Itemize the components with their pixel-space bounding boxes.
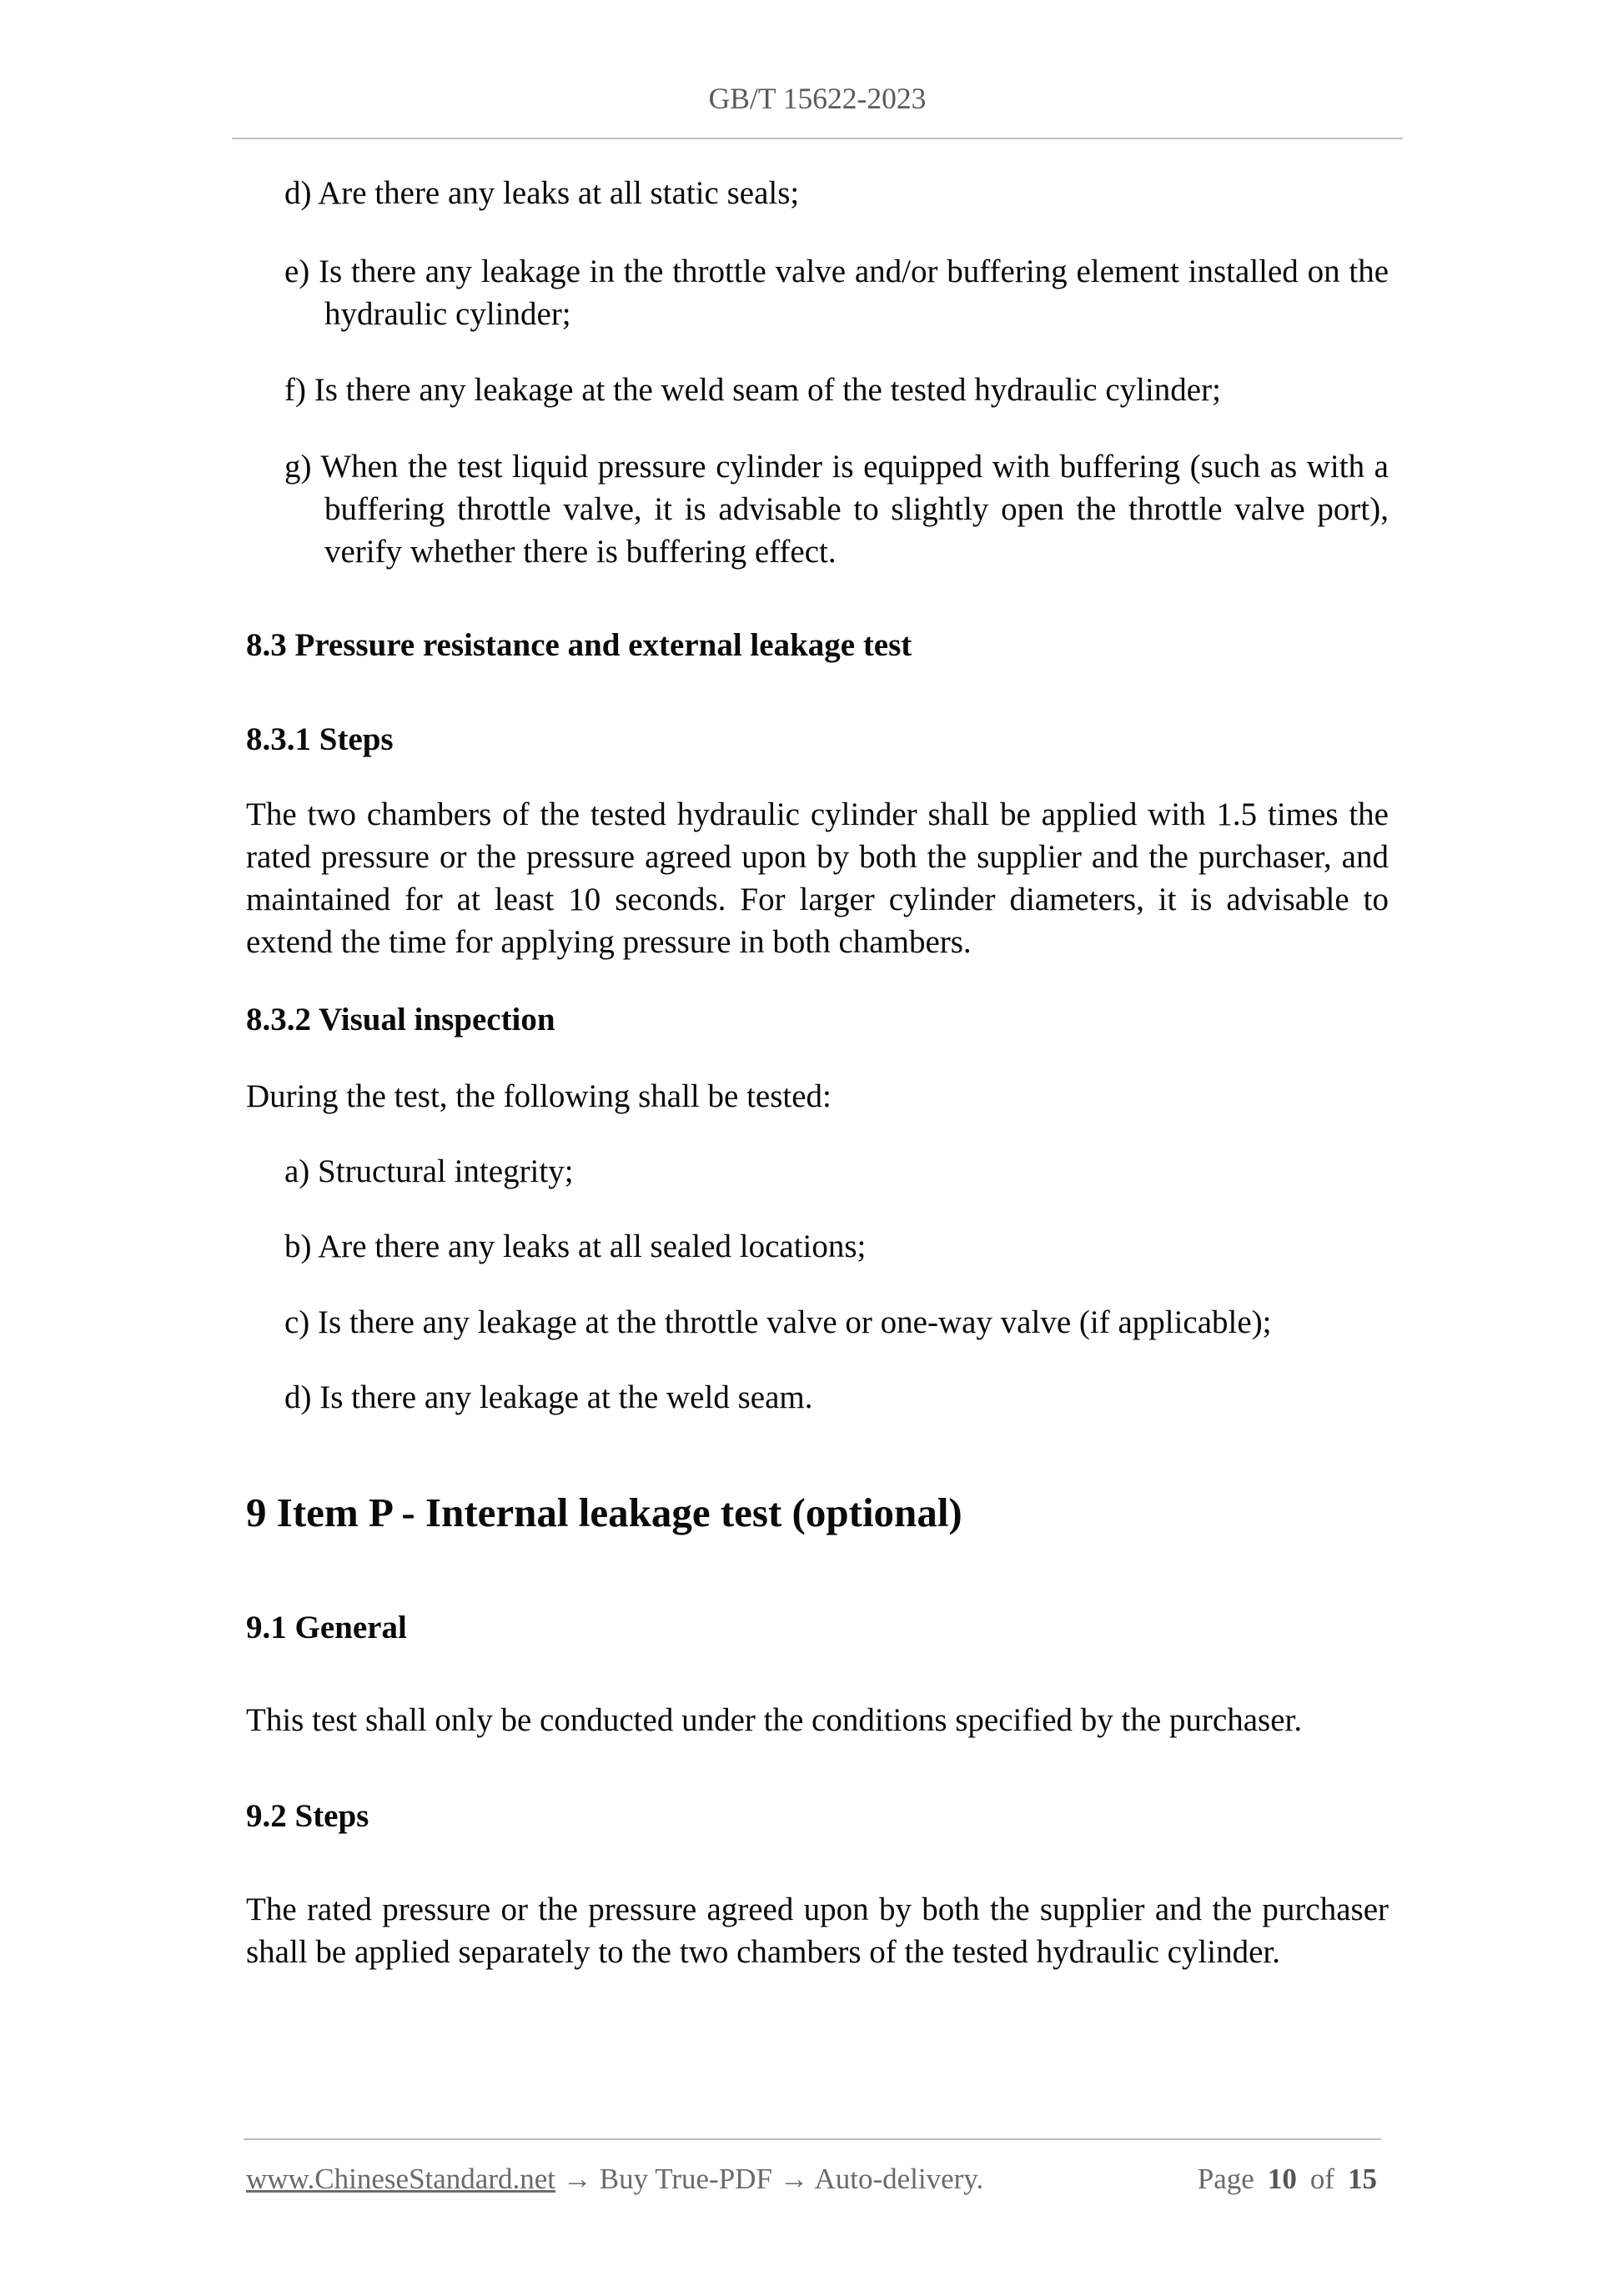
paragraph-line: The two chambers of the tested hydraulic cylinder shall be applied with 1.5 times the [246, 796, 1389, 832]
list-item: d) Is there any leakage at the weld seam. [284, 1379, 813, 1415]
list-item-line: d) Are there any leaks at all static seals; [284, 175, 800, 211]
list-item: c) Is there any leakage at the throttle valve or one-way valve (if applicable); [284, 1304, 1272, 1340]
list-item: b) Are there any leaks at all sealed locations; [284, 1228, 867, 1264]
paragraph-line: rated pressure or the pressure agreed upon by both the supplier and the purchaser, and [246, 839, 1389, 875]
header-rule [232, 138, 1403, 139]
chapter-heading-9: 9 Item P - Internal leakage test (optional) [246, 1490, 962, 1535]
footer-rule [244, 2138, 1381, 2140]
paragraph-line: maintained for at least 10 seconds. For larger cylinder diameters, it is advisable to [246, 882, 1389, 917]
paragraph-intro: During the test, the following shall be tested: [246, 1078, 832, 1114]
paragraph-line: The rated pressure or the pressure agreed upon by both the supplier and the purchaser [246, 1892, 1389, 1927]
section-heading-8-3-2: 8.3.2 Visual inspection [246, 1002, 555, 1037]
footer-tagline: → Buy True-PDF → Auto-delivery. [563, 2163, 984, 2195]
current-page-number: 10 [1267, 2163, 1297, 2195]
list-item-line: buffering throttle valve, it is advisable to slightly open the throttle valve port), [324, 491, 1389, 527]
paragraph-9-1: This test shall only be conducted under the conditions specified by the purchaser. [246, 1702, 1303, 1738]
list-item-line: f) Is there any leakage at the weld seam of the tested hydraulic cylinder; [284, 372, 1221, 408]
section-heading-8-3: 8.3 Pressure resistance and external leakage test [246, 627, 912, 663]
page-indicator [1198, 2161, 1377, 2198]
section-heading-8-3-1: 8.3.1 Steps [246, 721, 394, 757]
list-item-line: g) When the test liquid pressure cylinder is equipped with buffering (such as with a [284, 449, 1389, 485]
page-header: GB/T 15622-2023 [708, 82, 927, 115]
section-heading-9-2: 9.2 Steps [246, 1798, 369, 1834]
list-item-line: hydraulic cylinder; [324, 296, 571, 332]
list-item: a) Structural integrity; [284, 1153, 574, 1189]
list-item-line: e) Is there any leakage in the throttle valve and/or buffering element installed on the [284, 254, 1389, 289]
paragraph-line: extend the time for applying pressure in both chambers. [246, 924, 972, 960]
website-link[interactable]: www.ChineseStandard.net [246, 2163, 555, 2195]
total-page-count: 15 [1348, 2163, 1377, 2195]
of-label: of [1309, 2163, 1334, 2195]
list-item-line: verify whether there is buffering effect. [324, 534, 837, 570]
footer-left [246, 2161, 983, 2198]
page-label: Page [1197, 2163, 1254, 2195]
paragraph-line: shall be applied separately to the two chambers of the tested hydraulic cylinder. [246, 1934, 1281, 1970]
section-heading-9-1: 9.1 General [246, 1610, 407, 1645]
